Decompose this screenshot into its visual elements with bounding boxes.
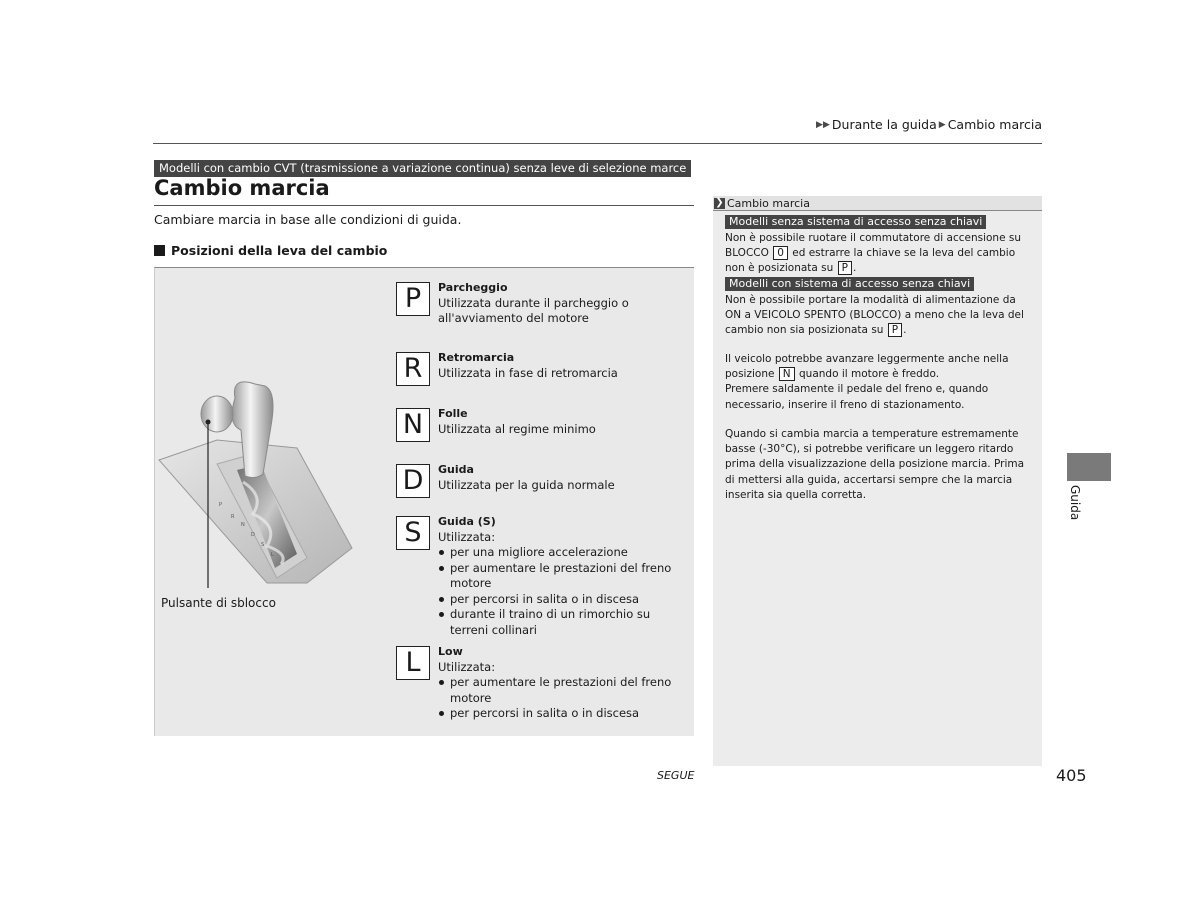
sidebar-text: ed estrarre la chiave se la leva del cambio non è posizionata su — [725, 247, 1016, 275]
breadcrumb-item-cambio[interactable]: Cambio marcia — [947, 117, 1042, 132]
gear-letter-n: N — [396, 408, 430, 442]
gear-letter-l: L — [396, 646, 430, 680]
sidebar-text: Premere saldamente il pedale del freno e, quando necessario, inserire il freno di stazionamento. — [725, 383, 989, 411]
gear-letter-p: P — [396, 282, 430, 316]
key-0-icon: 0 — [773, 246, 788, 260]
sidebar-paragraph-1 — [725, 231, 1035, 277]
page-number: 405 — [1056, 766, 1087, 785]
gear-s-bullet: per una migliore accelerazione — [438, 545, 688, 561]
gear-name-l: Low — [438, 645, 463, 658]
chapter-label: Guida — [1068, 485, 1082, 521]
sidebar-header — [713, 196, 1042, 211]
gear-desc-r: Utilizzata in fase di retromarcia — [438, 365, 618, 380]
gear-s-bullet: durante il traino di un rimorchio su terreni collinari — [438, 607, 688, 638]
header-rule — [153, 143, 1042, 144]
breadcrumb — [816, 117, 1042, 132]
sidebar-paragraph-2 — [725, 293, 1035, 339]
gear-name-s: Guida (S) — [438, 515, 496, 528]
triangle-icon: ▶ — [938, 119, 946, 130]
lever-marking-l: L — [271, 552, 274, 558]
double-triangle-icon: ▶▶ — [816, 119, 830, 130]
gear-desc-l: Utilizzata: — [438, 659, 496, 674]
lever-marking-r: R — [231, 514, 235, 520]
gear-letter-s: S — [396, 516, 430, 550]
gear-letter-r: R — [396, 352, 430, 386]
sidebar-tag-keyless: Modelli con sistema di accesso senza chiavi — [725, 277, 974, 291]
gear-l-bullet: per percorsi in salita o in discesa — [438, 706, 688, 722]
gear-s-bullet: per aumentare le prestazioni del freno motore — [438, 561, 688, 592]
sidebar-text: . — [903, 324, 907, 337]
continue-label: SEGUE — [657, 769, 695, 782]
sidebar-text: quando il motore è freddo. — [799, 368, 940, 381]
page-title: Cambio marcia — [154, 176, 330, 200]
gear-desc-p: Utilizzata durante il parcheggio o all'avviamento del motore — [438, 295, 629, 325]
sidebar-text: Il veicolo potrebbe avanzare leggermente anche nella posizione — [725, 353, 1009, 381]
gear-letter-d: D — [396, 464, 430, 498]
gear-positions-box — [154, 267, 694, 736]
square-bullet-icon — [154, 245, 165, 256]
unlock-button-label: Pulsante di sblocco — [161, 596, 276, 610]
lever-marking-n: N — [241, 522, 245, 528]
gear-s-bullet: per percorsi in salita o in discesa — [438, 592, 688, 608]
key-p-icon: P — [888, 323, 902, 337]
gear-desc-d: Utilizzata per la guida normale — [438, 477, 615, 492]
sidebar-paragraph-3 — [725, 352, 1035, 413]
gear-desc-n: Utilizzata al regime minimo — [438, 421, 596, 436]
gear-name-n: Folle — [438, 407, 468, 420]
key-n-icon: N — [779, 367, 795, 381]
gear-l-bullet: per aumentare le prestazioni del freno motore — [438, 675, 688, 706]
gear-name-p: Parcheggio — [438, 281, 508, 294]
lever-marking-s: S — [261, 542, 265, 548]
sidebar-text: Non è possibile ruotare il commutatore di accensione su BLOCCO — [725, 232, 1022, 260]
sidebar-title: Cambio marcia — [727, 196, 810, 210]
sidebar-text: Non è possibile portare la modalità di alimentazione da ON a VEICOLO SPENTO (BLOCCO) a meno che la leva del cambio non sia posizionata su — [725, 294, 1024, 337]
sidebar-text: . — [853, 262, 857, 275]
breadcrumb-item-guida[interactable]: Durante la guida — [831, 117, 937, 132]
section-heading — [154, 243, 387, 258]
gear-lever-illustration — [157, 378, 357, 598]
reference-icon: ❯ — [715, 196, 724, 208]
sidebar-paragraph-4: Quando si cambia marcia a temperature estremamente basse (-30°C), si potrebbe verificare un leggero ritardo prima della visualizzazione della posizione marcia. Prima di mettersi alla guida, accertarsi sempre che la marcia inserita sia quella corretta. — [725, 428, 1025, 501]
sidebar-notes — [713, 196, 1042, 766]
lever-marking-p: P — [219, 502, 223, 508]
sidebar-tag-no-keyless: Modelli senza sistema di accesso senza chiavi — [725, 215, 986, 229]
gear-name-d: Guida — [438, 463, 474, 476]
gear-name-r: Retromarcia — [438, 351, 515, 364]
chapter-tab[interactable] — [1067, 453, 1111, 481]
section-title: Posizioni della leva del cambio — [171, 243, 388, 258]
title-rule — [154, 205, 694, 206]
key-p-icon: P — [838, 261, 852, 275]
gear-desc-s: Utilizzata: — [438, 529, 496, 544]
intro-text: Cambiare marcia in base alle condizioni di guida. — [154, 212, 462, 227]
lever-marking-d: D — [251, 532, 255, 538]
model-tag: Modelli con cambio CVT (trasmissione a variazione continua) senza leve di selezione marce — [154, 160, 691, 177]
